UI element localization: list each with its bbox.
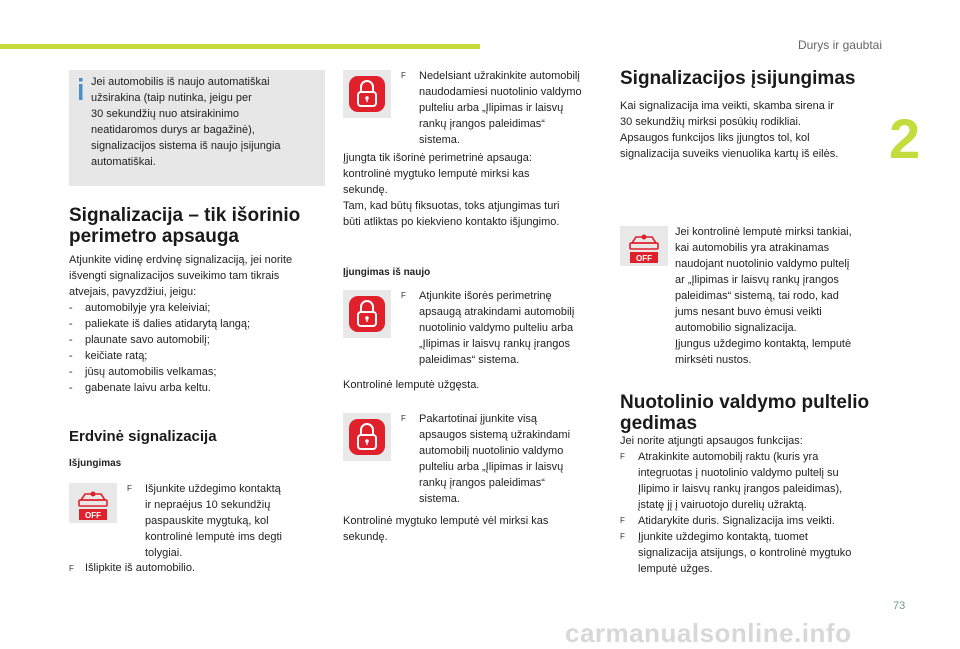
section-header: Durys ir gaubtai — [797, 38, 882, 52]
text-line: paspauskite mygtuką, kol — [145, 515, 269, 527]
bullet-marker: F — [620, 516, 625, 525]
text-line: naudojant nuotolinio valdymo pultelį — [675, 258, 850, 270]
text-line: Įlipimo ir laisvų rankų įrangos paleidimas), — [638, 483, 843, 495]
text-line: 30 sekundžių mirksi posūkių rodikliai. — [620, 116, 801, 128]
list-item: - paliekate iš dalies atidarytą langą; — [69, 318, 251, 330]
text-line: sekundę. — [343, 531, 388, 543]
triggering-text — [620, 98, 890, 162]
deactivation-label: Išjungimas — [69, 458, 122, 469]
text-line: Atrakinkite automobilį raktu (kuris yra — [638, 451, 819, 463]
triggering-note — [675, 224, 895, 368]
perimeter-intro — [69, 252, 329, 300]
text-line: Atjunkite išorės perimetrinę — [419, 290, 552, 302]
list-item — [620, 513, 890, 529]
text-line: atvejais, pavyzdžiui, jeigu: — [69, 286, 197, 298]
text-line: apsaugą atrakindami automobilį — [419, 306, 575, 318]
bullet-marker: F — [401, 414, 406, 423]
deactivation-step-1 — [127, 481, 327, 561]
text-line: įstatę jį į vairuotojo durelių užraktą. — [638, 499, 807, 511]
off-text: OFF — [85, 511, 101, 520]
remote-failure-title — [620, 392, 869, 434]
watermark: carmanualsonline.info — [565, 618, 852, 648]
text-line: Atidarykite duris. Signalizacija ims veikti. — [638, 515, 835, 527]
text-line: rankų įrangos paleidimas“ — [419, 118, 545, 130]
text-line: būti atliktas po kiekvieno kontakto išjungimo. — [343, 216, 560, 228]
text-line: Įjungus uždegimo kontaktą, lemputė — [675, 338, 852, 350]
off-text: OFF — [636, 254, 652, 263]
lamp-off-note: Kontrolinė lemputė užgęsta. — [343, 379, 480, 391]
reactivation-label: Įjungimas iš naujo — [343, 267, 431, 278]
chapter-number: 2 — [889, 107, 921, 170]
text-line: apsaugos sistemą užrakindami — [419, 429, 571, 441]
text-line: Jei norite atjungti apsaugos funkcijas: — [620, 435, 803, 447]
text-line: Apsaugos funkcijos liks įjungtos tol, kol — [620, 132, 810, 144]
text-line: integruotas į nuotolinio valdymo pultelį su — [638, 467, 839, 479]
text-line: 30 sekundžių nuo atsirakinimo — [91, 108, 239, 120]
text-line: Įjunkite uždegimo kontaktą, tuomet — [638, 531, 808, 543]
text-line: jums nesant buvo ėmusi veikti — [675, 306, 822, 318]
perimeter-active-note — [343, 150, 603, 230]
deactivation-step-2 — [69, 560, 329, 577]
text-line: ar „Įlipimas ir laisvų rankų įrangos — [675, 274, 839, 286]
list-item: - automobilyje yra keleiviai; — [69, 302, 211, 314]
text-line: išvengti signalizacijos suveikimo tam tikrais — [69, 270, 280, 282]
text-line: automatiškai. — [91, 156, 156, 168]
text-line: „Įlipimas ir laisvų rankų įrangos — [419, 338, 570, 350]
remote-failure-text — [620, 433, 890, 577]
text-line: sistema. — [419, 493, 460, 505]
header-accent-bar — [0, 44, 480, 49]
text-line: Tam, kad būtų fiksuotas, toks atjungimas turi — [343, 200, 560, 212]
alarm-off-icon — [69, 483, 117, 523]
bullet-marker: F — [620, 532, 625, 541]
perimeter-title — [69, 205, 300, 247]
bullet-marker: F — [401, 71, 406, 80]
text-line: ir nepraėjus 10 sekundžių — [145, 499, 271, 511]
text-line: Atjunkite vidinę erdvinę signalizaciją, jei norite — [69, 254, 293, 266]
text-line: automobilį nuotolinio valdymo — [419, 445, 564, 457]
relock-step — [401, 411, 606, 507]
list-item: - jūsų automobilis velkamas; — [69, 366, 217, 378]
text-line: neatidaromos durys ar bagažinė), — [91, 124, 255, 136]
bullet-marker: F — [620, 452, 625, 461]
list-item: - keičiate ratą; — [69, 350, 148, 362]
list-item — [620, 449, 890, 513]
text-line: paleidimas“ sistemą, tai rodo, kad — [675, 290, 839, 302]
perimeter-list — [69, 300, 329, 396]
title-line: Nuotolinio valdymo pultelio — [620, 392, 870, 413]
info-icon — [76, 78, 85, 100]
text-line: pulteliu arba „Įlipimas ir laisvų — [419, 461, 564, 473]
title-line: gedimas — [620, 413, 698, 434]
list-item: - plaunate savo automobilį; — [69, 334, 210, 346]
triggering-title: Signalizacijos įsijungimas — [620, 68, 856, 89]
text-line: Jei automobilis iš naujo automatiškai — [91, 76, 270, 88]
lock-icon — [343, 290, 391, 338]
reactivation-step — [401, 288, 606, 368]
text-line: signalizacija suveiks vienuolika kartų iš eilės. — [620, 148, 839, 160]
text-line: pulteliu arba „Įlipimas ir laisvų — [419, 102, 564, 114]
text-line: kontrolinė lemputė ims degti — [145, 531, 282, 543]
title-line: perimetro apsauga — [69, 226, 239, 247]
text-line: naudodamiesi nuotolinio valdymo — [419, 86, 582, 98]
title-line: Signalizacija – tik išorinio — [69, 205, 301, 226]
list-item: - gabenate laivu arba keltu. — [69, 382, 211, 394]
bullet-marker: F — [69, 564, 74, 573]
lock-icon — [343, 413, 391, 461]
text-line: Kai signalizacija ima veikti, skamba sirena ir — [620, 100, 834, 112]
volumetric-title: Erdvinė signalizacija — [69, 428, 217, 445]
bullet-marker: F — [401, 291, 406, 300]
text-line: kai automobilis yra atrakinamas — [675, 242, 830, 254]
lock-step — [401, 68, 606, 148]
text-line: Nedelsiant užrakinkite automobilį — [419, 70, 580, 82]
bullet-marker: F — [127, 484, 132, 493]
text-line: lemputė užges. — [638, 563, 713, 575]
lamp-flash-note — [343, 513, 603, 545]
alarm-off-icon — [620, 226, 668, 266]
text-line: tolygiai. — [145, 547, 183, 559]
text-line: sekundę. — [343, 184, 388, 196]
text-line: užsirakina (taip nutinka, jeigu per — [91, 92, 252, 104]
text-line: Kontrolinė mygtuko lemputė vėl mirksi kas — [343, 515, 549, 527]
text-line: Išjunkite uždegimo kontaktą — [145, 483, 281, 495]
text-line: rankų įrangos paleidimas“ — [419, 477, 545, 489]
lock-icon — [343, 70, 391, 118]
info-text — [91, 74, 316, 170]
text-line: nuotolinio valdymo pulteliu arba — [419, 322, 574, 334]
list-item — [620, 529, 890, 577]
text-line: paleidimas“ sistema. — [419, 354, 520, 366]
text-line: Išlipkite iš automobilio. — [85, 562, 196, 574]
text-line: Įjungta tik išorinė perimetrinė apsauga: — [343, 152, 532, 164]
text-line: signalizacijos sistema iš naujo įsijungia — [91, 140, 281, 152]
text-line: Pakartotinai įjunkite visą — [419, 413, 538, 425]
text-line: mirksėti nustos. — [675, 354, 752, 366]
text-line: kontrolinė mygtuko lemputė mirksi kas — [343, 168, 530, 180]
text-line: automobilio signalizacija. — [675, 322, 797, 334]
text-line: Jei kontrolinė lemputė mirksi tankiai, — [675, 226, 852, 238]
page-number: 73 — [893, 600, 906, 612]
text-line: sistema. — [419, 134, 460, 146]
text-line: signalizacija atsijungs, o kontrolinė mygtuko — [638, 547, 852, 559]
